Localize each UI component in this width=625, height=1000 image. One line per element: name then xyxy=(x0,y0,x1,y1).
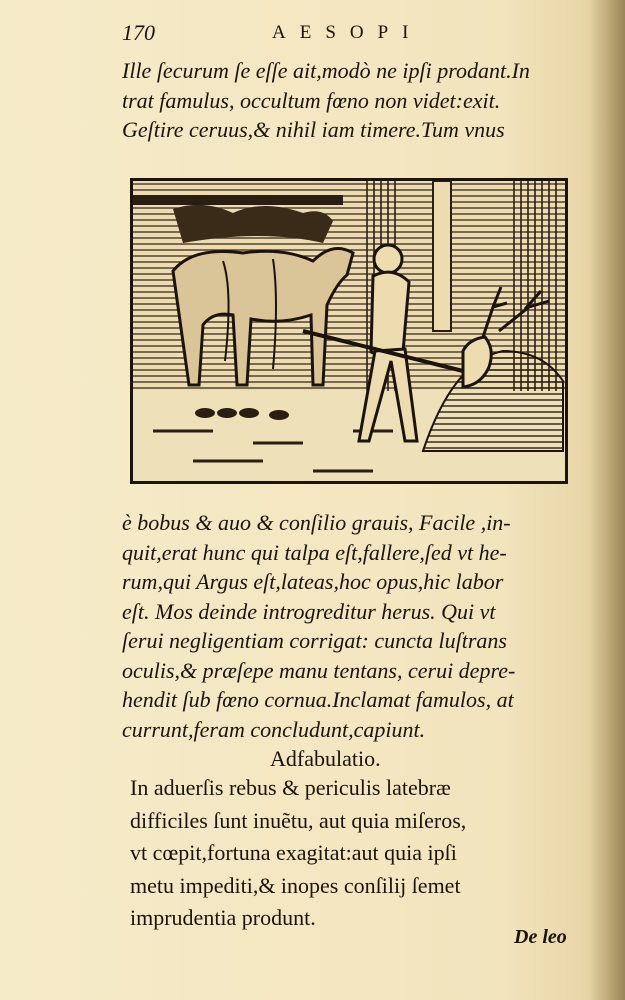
text-line: eſt. Mos deinde introgreditur herus. Qui vt xyxy=(122,598,496,624)
text-line: Ille ſecurum ſe eſſe ait,modò ne ipſi prodant.In xyxy=(122,58,530,83)
page-number: 170 xyxy=(122,20,155,45)
text-line: In aduerſis rebus & periculis latebræ xyxy=(130,775,451,800)
adfabulatio-heading: Adfabulatio. xyxy=(270,746,381,771)
text-line: Geſtire ceruus,& nihil iam timere.Tum vnus xyxy=(122,117,505,142)
text-line: hendit ſub fœno cornua.Inclamat famulos, at xyxy=(122,687,514,712)
catchword: De leo xyxy=(514,926,567,948)
text-line: ſerui negligentiam corrigat: cuncta luſtrans xyxy=(122,628,507,653)
page-gutter-shadow xyxy=(589,0,625,1000)
running-title: AESOPI xyxy=(272,22,423,43)
text-line: trat famulus, occultum fœno non videt:exit. xyxy=(122,87,501,113)
text-line: currunt,feram concludunt,capiunt. xyxy=(122,716,426,742)
text-line: quit,erat hunc qui talpa eſt,fallere,ſed vt he- xyxy=(122,539,507,565)
text-line: metu impediti,& inopes conſilij ſemet xyxy=(130,872,461,898)
text-line: imprudentia produnt. xyxy=(130,905,316,930)
text-line: rum,qui Argus eſt,lateas,hoc opus,hic labor xyxy=(122,569,504,594)
text-line: vt cœpit,fortuna exagitat:aut quia ipſi xyxy=(130,840,457,865)
woodcut-drawing xyxy=(133,181,565,481)
running-head xyxy=(122,20,572,48)
adfabulatio-text xyxy=(130,772,590,935)
text-line: oculis,& præſepe manu tentans, cerui depre- xyxy=(122,657,516,683)
woodcut-illustration xyxy=(130,178,568,484)
text-line: è bobus & auo & conſilio grauis, Facile ,in- xyxy=(122,510,511,535)
text-line: difficiles ſunt inuẽtu, aut quia miſeros, xyxy=(130,807,467,833)
text-block-top xyxy=(122,56,582,145)
text-block-middle xyxy=(122,508,582,744)
